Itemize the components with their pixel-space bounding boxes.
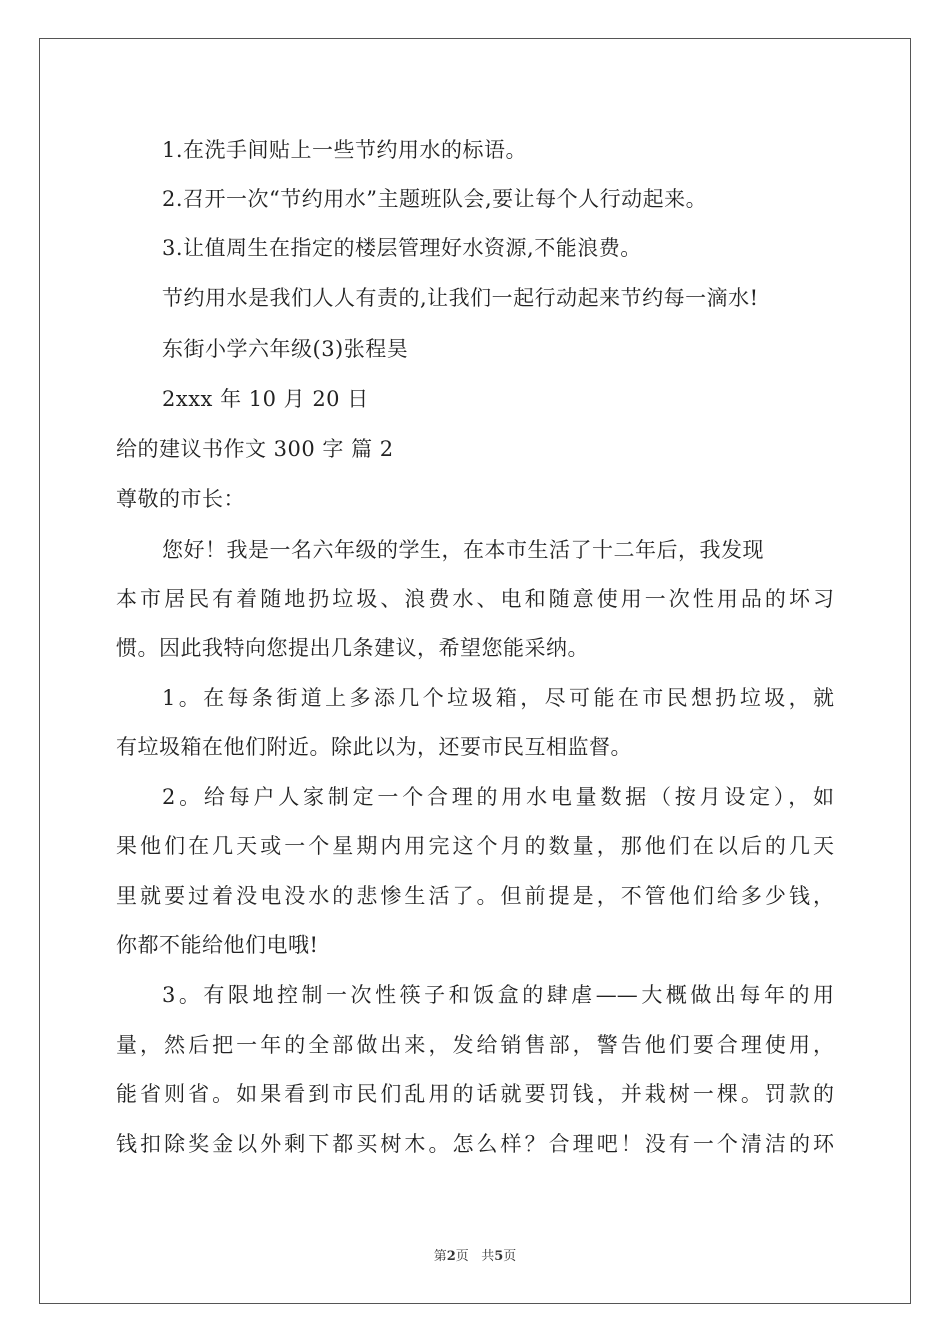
signature-line: 东街小学六年级(3)张程昊 [162,337,409,361]
text-line: 节约用水是我们人人有责的,让我们一起行动起来节约每一滴水! [162,286,759,310]
text-line: 果他们在几天或一个星期内用完这个月的数量，那他们在以后的几天 [116,834,834,858]
salutation: 尊敬的市长： [116,487,245,511]
text-line: 1.在洗手间贴上一些节约用水的标语。 [162,138,528,162]
total-pages: 5 [494,1249,504,1264]
page-suffix: 页 [455,1249,469,1264]
text-line: 钱扣除奖金以外剩下都买树木。怎么样？合理吧！没有一个清洁的环 [116,1132,834,1156]
text-line: 里就要过着没电没水的悲惨生活了。但前提是，不管他们给多少钱， [116,884,834,908]
text-line: 2。给每户人家制定一个合理的用水电量数据（按月设定），如 [162,785,834,809]
section-heading: 给的建议书作文 300 字 篇 2 [116,437,394,461]
text-line: 本市居民有着随地扔垃圾、浪费水、电和随意使用一次性用品的坏习 [116,587,834,611]
text-line: 有垃圾箱在他们附近。除此以为，还要市民互相监督。 [116,735,632,759]
page-prefix: 第 [433,1249,447,1264]
total-prefix: 共 [481,1249,495,1264]
text-line: 1。在每条街道上多添几个垃圾箱，尽可能在市民想扔垃圾，就 [162,686,834,710]
date-line: 2xxx 年 10 月 20 日 [162,387,369,411]
total-suffix: 页 [503,1249,517,1264]
page-footer [0,1249,950,1265]
text-line: 2.召开一次“节约用水”主题班队会,要让每个人行动起来。 [162,187,708,211]
text-line: 能省则省。如果看到市民们乱用的话就要罚钱，并栽树一棵。罚款的 [116,1082,834,1106]
text-line: 惯。因此我特向您提出几条建议，希望您能采纳。 [116,636,589,660]
text-line: 3.让值周生在指定的楼层管理好水资源,不能浪费。 [162,236,642,260]
text-line: 量，然后把一年的全部做出来，发给销售部，警告他们要合理使用， [116,1033,834,1057]
text-line: 你都不能给他们电哦! [116,933,319,957]
text-line: 3。有限地控制一次性筷子和饭盒的肆虐——大概做出每年的用 [162,983,834,1007]
page-border [39,38,911,1304]
text-line: 您好！我是一名六年级的学生，在本市生活了十二年后，我发现 [162,538,764,562]
page-number: 2 [446,1249,456,1264]
